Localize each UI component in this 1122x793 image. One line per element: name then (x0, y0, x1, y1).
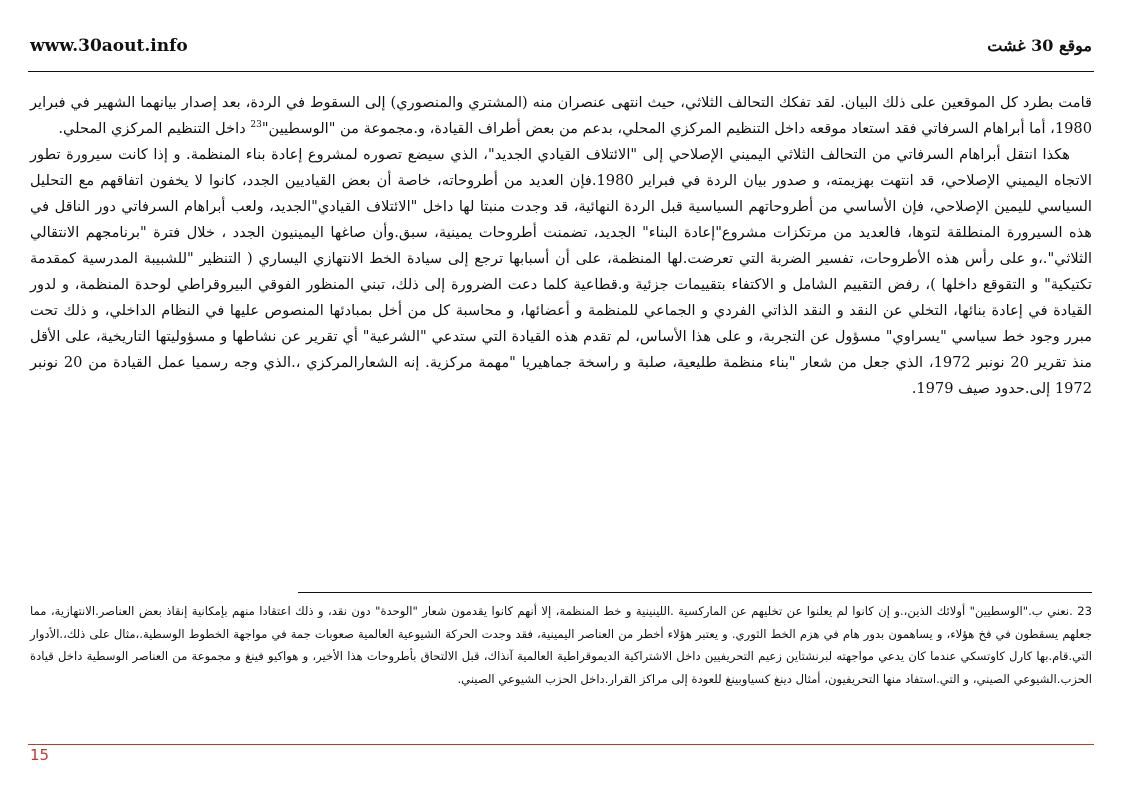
footnote-reference[interactable]: 23 (250, 120, 262, 131)
paragraph-1-text: قامت بطرد كل الموقعين على ذلك البيان. لقد تفكك التحالف الثلاثي، حيث انتهى عنصران منه (المشتري والمنصوري) إلى السقوط في الردة، بعد إصدار بيانهما الشهير في فبراير 1980، أما أبراهام السرفاتي فقد استعاد موقعه داخل التنظيم المركزي المحلي، بدعم من بعض أطراف القيادة، و.مجموعة من "الوسطيين" (30, 94, 1092, 137)
paragraph-2: هكذا انتقل أبراهام السرفاتي من التحالف الثلاثي اليميني الإصلاحي إلى "الائتلاف القيادي الجديد"، الذي سيضع تصوره لمشروع إعادة بناء المنظمة. و إذا كانت سيرورة تطور الاتجاه اليميني الإصلاحي، قد انتهت بهزيمته، و صدور بيان الردة في فبراير 1980.فإن العديد من أطروحاته، خاصة أن بعض القياديين الجدد، كانوا لا يخفون اتفاقهم مع التحليل السياسي لليمين الإصلاحي، فإن الأساسي من أطروحاتهم السياسية قبل الردة النهائية، قد وجدت منبتا لها داخل "الائتلاف القيادي"الجديد، ولعب أبراهام السرفاتي دور الناقل في هذه السيرورة المنطلقة لتوها، فالعديد من مرتكزات مشروع"إعادة البناء" الجديد، تضمنت أطروحات يمينية، سبق.وأن صاغها اليمينيون الجدد ، خلال فترة "برنامجهم الانتقالي الثلاثي".،و على رأس هذه الأطروحات، تفسير الضربة التي تعرضت.لها المنظمة، على أن أسبابها ترجع إلى سيادة الخط الانتهازي اليساري ( التنظير "للشبيبة المدرسية كمقدمة تكتيكية" و التقوقع داخلها )، رفض التقييم الشامل و الاكتفاء بتقييمات جزئية و.قطاعية كلما دعت الضرورة إلى ذلك، تبني المنظور الفوقي البيروقراطي لوحدة المنظمة، و لدور القيادة في إعادة بنائها، التخلي عن النقد و النقد الذاتي الفردي و الجماعي للمنظمة و أعضائها، و محاسبة كل من أخل بمبادئها المنصوص عليها في النظام الداخلي، و ذلك تحت مبرر وجود خط سياسي "يسراوي" مسؤول عن التجربة، و على هذا الأساس، لم تقدم هذه القيادة التي ستدعي "الشرعية" أي تقرير عن نشاطها و مسؤوليتها التاريخية، على الأقل منذ تقرير 20 نونبر 1972، الذي جعل من شعار "بناء منظمة طليعية، صلبة و راسخة جماهيريا "مهمة مركزية. إنه الشعارالمركزي ،.الذي وجه رسميا عمل القيادة من 20 نونبر 1972 إلى.حدود صيف 1979. (30, 146, 1093, 397)
page-number: 15 (30, 746, 50, 764)
header-divider (28, 71, 1094, 72)
paragraph-1 (30, 90, 1092, 142)
footnote-divider (298, 592, 1092, 593)
site-title: موقع 30 غشت (987, 36, 1092, 55)
paragraph-1-tail: داخل التنظيم المركزي المحلي. (58, 120, 251, 137)
footnote (30, 600, 1092, 690)
site-url[interactable]: www.30aout.info (30, 36, 188, 56)
footer-divider (28, 744, 1094, 745)
page-header (30, 36, 1092, 64)
main-text (30, 90, 1092, 402)
footnote-text: 23 .نعني ب."الوسطيين" أولائك الذين،.و إن كانوا لم يعلنوا عن تخليهم عن الماركسية .اللينينية و خط المنظمة، إلا أنهم كانوا يقدمون شعار "الوحدة" دون نقد، و ذلك اعتقادا منهم بإمكانية إنقاذ بعض العناصر.الانتهازية، مما جعلهم يسقطون في فخ هؤلاء، و يساهمون بدور هام في هزم الخط الثوري. و يعتبر هؤلاء أخطر من العناصر اليمينية، فقد وجدت الحركة الشيوعية العالمية صعوبات جمة في مواجهة الخطوط الوسطية.،مثال على ذلك،.الأدوار التي.قام.بها كارل كاوتسكي عندما كان يدعي مواجهته لبرنشتاين زعيم التحريفيين داخل الاشتراكية الديموقراطية العالمية آنذاك، قبل الالتحاق بأطروحات هذا الأخير، و هواكيو فينغ و مجموعة من العناصر الوسطية داخل قيادة الحزب.الشيوعي الصيني، و التي.استفاد منها التحريفيون، أمثال دينغ كسياوبينغ للعودة إلى مراكز القرار.داخل الحزب الشيوعي الصيني. (30, 604, 1092, 686)
